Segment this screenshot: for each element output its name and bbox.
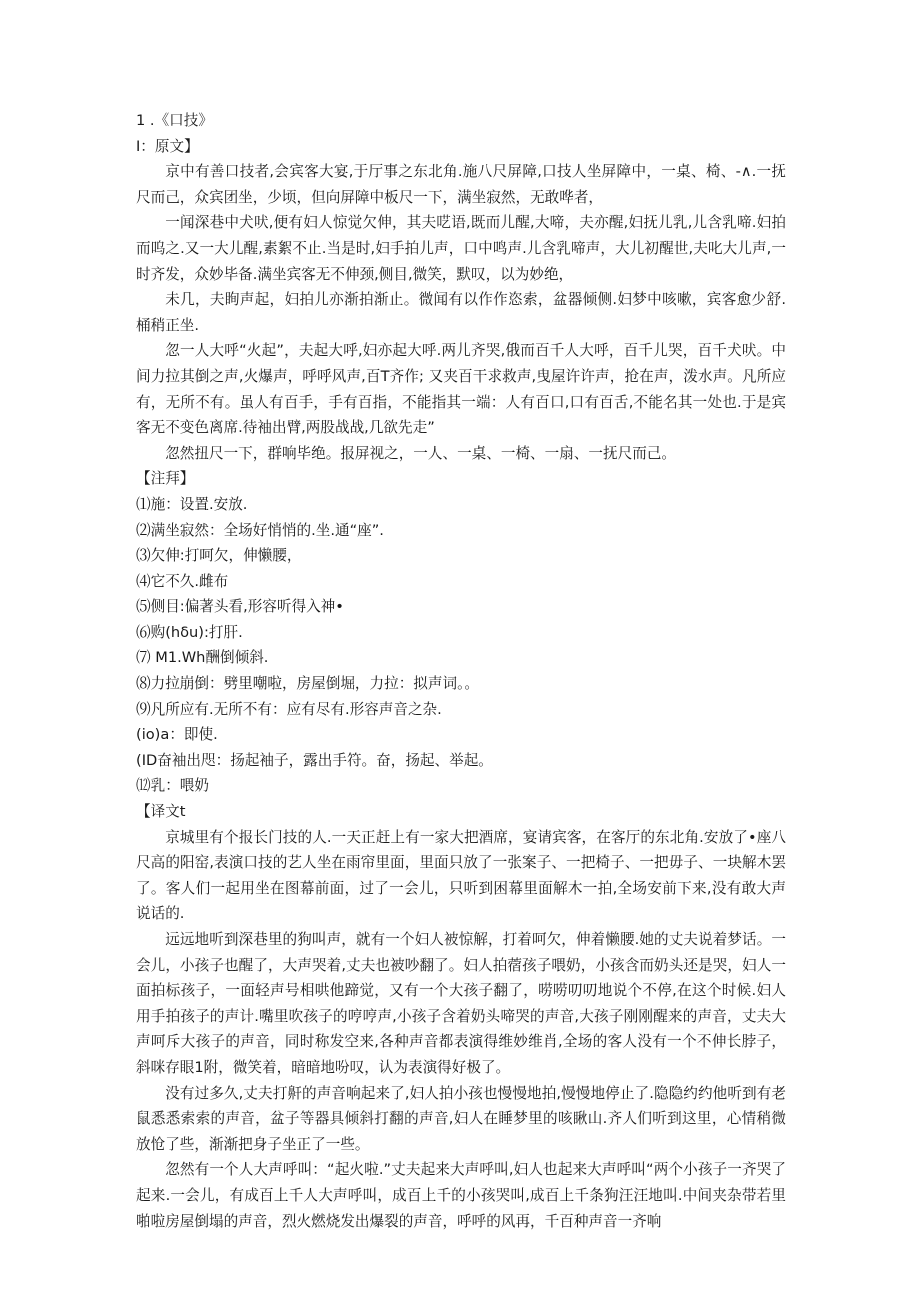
- note-item: (io)a：即使.: [136, 726, 218, 744]
- note-item: ⑶欠伸:打呵欠，伸懒腰，: [136, 547, 302, 565]
- original-paragraph-2: 一闻深巷中犬吠,便有妇人惊觉欠伸，其夫呓语,既而儿醒,大啼，夫亦醒,妇抚儿乳,儿含乳啼.妇拍而呜之.又一大儿醒,素絮不止.当是时,妇手拍儿声，口中鸣声.儿含乳啼声，大儿初醒世,夫叱大儿声,一时齐发，众妙毕备.满坐宾客无不伸颈,侧目,微笑，默叹，以为妙绝，: [136, 214, 786, 283]
- translation-paragraph-3: 没有过多久,丈夫打鼾的声音响起来了,妇人拍小孩也慢慢地拍,慢慢地停止了.隐隐约约他听到有老鼠悉悉索索的声音，盆子等器具倾斜打翻的声音,妇人在睡梦里的咳瞅山.齐人们听到这里，心情稍微放怆了些，渐渐把身子坐正了一些。: [136, 1084, 786, 1153]
- document-title: 1 .《口技》: [136, 112, 213, 129]
- original-paragraph-1: 京中有善口技者,会宾客大宴,于厅事之东北角.施八尺屏障,口技人坐屏障中，一桌、椅、-∧.一抚尺而己，众宾团坐，少顷，但向屏障中板尺一下，满坐寂然，无敢哗者，: [136, 163, 786, 206]
- translation-paragraph-1: 京城里有个报长门技的人.一天正赶上有一家大把酒席，宴请宾客，在客厅的东北角.安放了•座八尺高的阳窑,表演口技的艺人坐在雨帘里面，里面只放了一张案子、一把椅子、一把毋子、一块解木罢了。客人们一起用坐在图幕前面，过了一会儿，只听到困幕里面解木一拍,全场安前下来,没有敢大声说话的.: [136, 828, 786, 923]
- note-item: ⑵满坐寂然：全场好悄悄的.坐.通“座”.: [136, 521, 384, 539]
- translation-heading: 【译文t: [136, 803, 186, 821]
- original-text-heading: I：原文】: [136, 137, 199, 155]
- note-item: ⑻力拉崩倒：劈里嘲啦，房屋倒堀，力拉：拟声词。。: [136, 675, 479, 693]
- original-paragraph-3: 未几，夫眴声起，妇拍儿亦渐拍渐止。微闻有以作作恣索，盆器倾侧.妇梦中咳嗽，宾客愈少舒.桶稍正坐.: [136, 291, 786, 334]
- note-item: ⑼凡所应有.无所不有：应有尽有.形容声音之杂.: [136, 700, 442, 718]
- note-item: ⑴施：设置.安放.: [136, 495, 248, 513]
- original-paragraph-4: 忽一人大呼“火起”，夫起大呼,妇亦起大呼.两儿齐哭,俄而百千人大呼，百千儿哭，百千犬吠。中间力拉其倒之声,火爆声，呼呼风声,百T齐作; 又夹百干求救声,曳屋许许声，抢在声，泼水声。凡所应有，无所不有。虽人有百手，手有百指，不能指其一端：人有百口,口有百舌,不能名其一处也.于是宾客无不变色离席.待袖出臂,两股战战,几欲先走”: [136, 342, 786, 437]
- note-item: ⑹购(hδu):打肝.: [136, 623, 243, 641]
- original-paragraph-5: 忽然扭尺一下，群响毕绝。报屏视之，一人、一桌、一椅、一扇、一抚尺而己。: [165, 444, 676, 462]
- note-item: ⑷它不久.雌布: [136, 572, 229, 590]
- note-item: (ID奋袖出咫：扬起袖子，露出手符。奋，扬起、举起。: [136, 751, 493, 769]
- note-item: ⑿乳：喂奶: [136, 777, 209, 795]
- notes-heading: 【注拜】: [136, 470, 195, 488]
- translation-paragraph-2: 远远地听到深巷里的狗叫声，就有一个妇人被惊解，打着呵欠，伸着懒腰.她的丈夫说着梦话。一会儿，小孩子也醒了，大声哭着,丈夫也被吵翻了。妇人拍蓿孩子喂奶，小孩含而奶头还是哭，妇人一面拍标孩子，一面轻声号相哄他蹄觉，又有一个大孩子翻了，唠唠叨叨地说个不停,在这个时候.妇人用手拍孩子的声计.嘴里吹孩子的哼哼声,小孩子含着奶头啼哭的声音,大孩子刚刚醒来的声音，丈夫大声呵斥大孩子的声音，同时称发空来,各种声音都表演得维妙维肖,全场的客人没有一个不伸长脖子，斜咪存眼1附，微笑着，暗暗地吩叹，认为表演得好极了。: [136, 931, 786, 1076]
- translation-paragraph-4: 忽然有一个人大声呼叫：“起火啦.”丈夫起来大声呼叫,妇人也起来大声呼叫“两个小孩子一齐哭了起来.一会儿，有成百上千人大声呼叫，成百上千的小孩哭叫,成百上千条狗汪汪地叫.中间夹杂带若里啪啦房屋倒塌的声音，烈火燃烧发出爆裂的声音，呼呼的风再，千百种声音一齐响: [136, 1161, 786, 1230]
- note-item: ⑸侧目:偏著头看,形容听得入神•: [136, 598, 344, 616]
- note-item: ⑺ M1.Wh酬倒倾斜.: [136, 649, 269, 667]
- document-page: [136, 108, 786, 1234]
